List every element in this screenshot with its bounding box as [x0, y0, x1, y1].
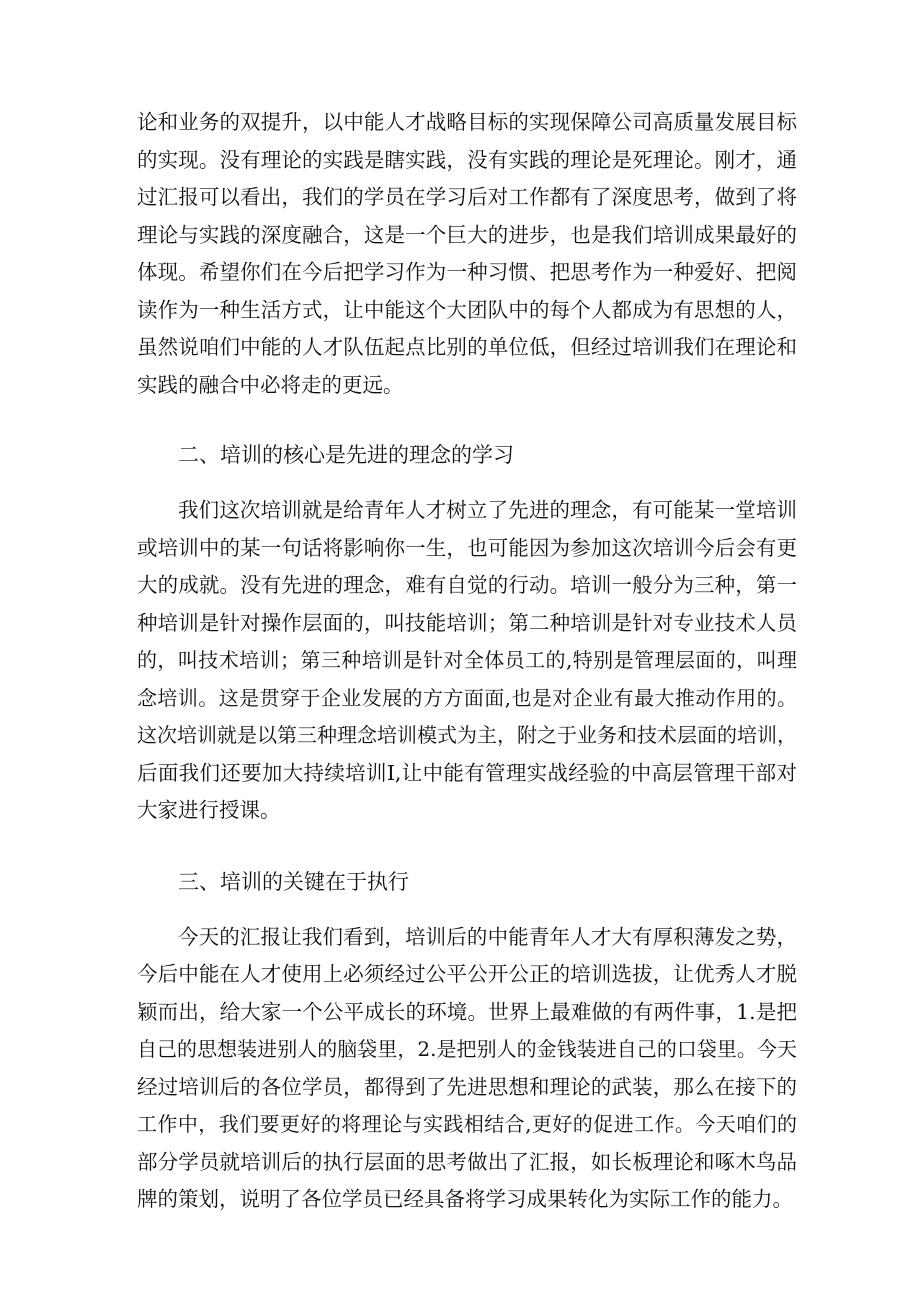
paragraph-line: 今后中能在人才使用上必须经过公平公开公正的培训选拔，让优秀人才脱 [137, 962, 797, 986]
paragraph-training-types [137, 492, 797, 830]
paragraph-line: 理论与实践的深度融合，这是一个巨大的进步，也是我们培训成果最好的 [137, 222, 797, 247]
paragraph-line: 我们这次培训就是给青年人才树立了先进的理念，有可能某一堂培训 [178, 498, 797, 522]
paragraph-line: 牌的策划，说明了各位学员已经具备将学习成果转化为实际工作的能力。 [137, 1187, 793, 1211]
paragraph-line: 大家进行授课。 [137, 798, 281, 822]
paragraph-line: 今天的汇报让我们看到，培训后的中能青年人才大有厚积薄发之势， [178, 924, 797, 949]
paragraph-line: 自己的思想装进别人的脑袋里，2.是把别人的金钱装进自己的口袋里。今天 [137, 1037, 797, 1061]
document-page [137, 104, 797, 1219]
paragraph-line: 这次培训就是以第三种理念培训模式为主，附之于业务和技术层面的培训， [137, 723, 797, 747]
paragraph-line: 工作中，我们要更好的将理论与实践相结合,更好的促进工作。今天咱们的 [137, 1112, 797, 1136]
paragraph-line: 或培训中的某一句话将影响你一生，也可能因为参加这次培训今后会有更 [137, 535, 797, 560]
paragraph-line: 颖而出，给大家一个公平成长的环境。世界上最难做的有两件事，1.是把 [137, 999, 797, 1024]
paragraph-execution [137, 919, 797, 1219]
paragraph-line: 的实现。没有理论的实践是瞎实践，没有实践的理论是死理论。刚才，通 [137, 147, 797, 172]
paragraph-line: 部分学员就培训后的执行层面的思考做出了汇报，如长板理论和啄木鸟品 [137, 1149, 797, 1174]
section-heading-core-concept: 二、培训的核心是先进的理念的学习 [178, 443, 514, 467]
paragraph-line: 大的成就。没有先进的理念，难有自觉的行动。培训一般分为三种，第一 [137, 573, 797, 597]
paragraph-theory-practice [137, 104, 797, 404]
section-heading-execution: 三、培训的关键在于执行 [178, 869, 409, 894]
paragraph-line: 种培训是针对操作层面的，叫技能培训；第二种培训是针对专业技术人员 [137, 610, 797, 635]
paragraph-line: 实践的融合中必将走的更远。 [137, 372, 404, 397]
paragraph-line: 体现。希望你们在今后把学习作为一种习惯、把思考作为一种爱好、把阅 [137, 260, 797, 284]
paragraph-line: 后面我们还要加大持续培训I,让中能有管理实战经验的中高层管理干部对 [137, 760, 797, 785]
paragraph-line: 过汇报可以看出，我们的学员在学习后对工作都有了深度思考，做到了将 [137, 185, 797, 209]
paragraph-line: 论和业务的双提升，以中能人才战略目标的实现保障公司高质量发展目标 [137, 110, 797, 134]
paragraph-line: 虽然说咱们中能的人才队伍起点比别的单位低，但经过培训我们在理论和 [137, 335, 797, 359]
paragraph-line: 读作为一种生活方式，让中能这个大团队中的每个人都成为有思想的人， [137, 297, 797, 322]
paragraph-line: 经过培训后的各位学员，都得到了先进思想和理论的武装，那么在接下的 [137, 1074, 797, 1099]
paragraph-line: 的，叫技术培训；第三种培训是针对全体员工的,特别是管理层面的，叫理 [137, 648, 797, 672]
paragraph-line: 念培训。这是贯穿于企业发展的方方面面,也是对企业有最大推动作用的。 [137, 685, 797, 710]
